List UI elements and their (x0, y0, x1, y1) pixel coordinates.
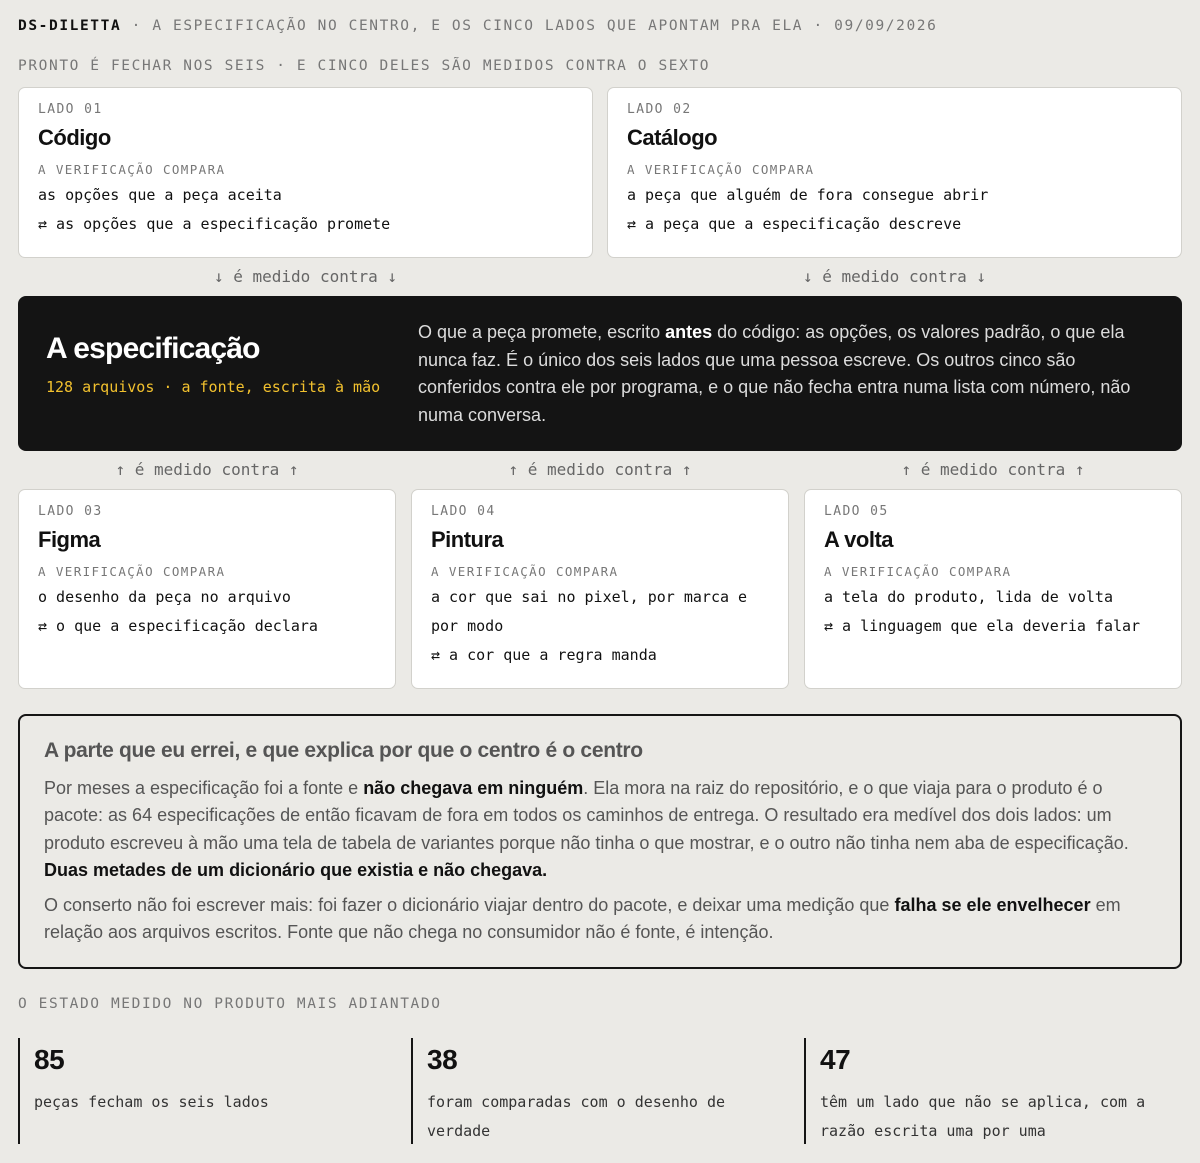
side-number: LADO 03 (38, 504, 103, 519)
note-text: O conserto não foi escrever mais: foi fazer o dicionário viajar dentro do pacote, e deixar uma medição que (44, 895, 895, 916)
stats-section-label: O ESTADO MEDIDO NO PRODUTO MAIS ADIANTADO (18, 996, 442, 1012)
note-text: . Ela mora na raiz do repositório, e o que viaja para o produto é o pacote: as 64 especificações de então ficavam de fora em todos os caminhos de entrega. O resultado era medível dos dois lados: um produto escreveu à mão uma tela de tabela de variantes porque não tinha o que mostrar, e o outro não tinha nem aba de especificação. (44, 778, 1129, 853)
side-number: LADO 04 (431, 504, 496, 519)
side-compare-text (824, 583, 1162, 641)
arrow-up-label: ↑ é medido contra ↑ (508, 460, 692, 479)
stat-value: 85 (34, 1044, 65, 1075)
compare-b: ⇄ a peça que a especificação descreve (627, 215, 962, 233)
side-compare-label: A VERIFICAÇÃO COMPARA (38, 162, 226, 177)
stat-item (411, 1038, 777, 1144)
desc-emphasis: antes (665, 322, 713, 342)
side-compare-label: A VERIFICAÇÃO COMPARA (824, 564, 1012, 579)
center-description (418, 319, 1158, 429)
side-number: LADO 01 (38, 102, 103, 117)
brand-name: DS-DILETTA (18, 18, 122, 34)
stat-description: têm um lado que não se aplica, com a razão escrita uma por uma (820, 1093, 1146, 1140)
stat-description: peças fecham os seis lados (34, 1093, 269, 1111)
compare-a: a tela do produto, lida de volta (824, 588, 1113, 606)
stat-value: 47 (820, 1044, 851, 1075)
side-title: A volta (824, 527, 894, 552)
side-compare-text (431, 583, 769, 670)
note-emphasis: não chegava em ninguém (363, 778, 584, 798)
header-separator: · (131, 18, 142, 34)
side-card-a-volta (804, 489, 1182, 689)
side-compare-text (38, 583, 376, 641)
header-date: 09/09/2026 (834, 18, 938, 34)
note-text: Por meses a especificação foi a fonte e (44, 778, 364, 798)
side-compare-text (627, 181, 1162, 239)
side-compare-label: A VERIFICAÇÃO COMPARA (431, 564, 619, 579)
desc-text: O que a peça promete, escrito (418, 322, 666, 342)
page-header (18, 18, 937, 34)
desc-text: do código: as opções, os valores padrão, o que ela nunca faz. É o único dos seis lados que uma pessoa escreve. Os outros cinco são conferidos contra ele por programa, e o que não fecha entra numa lista com número, não numa conversa. (418, 322, 1131, 425)
note-text: em relação aos arquivos escritos. Fonte que não chega no consumidor não é fonte, é intenção. (44, 895, 1121, 943)
arrow-down-label: ↓ é medido contra ↓ (213, 267, 398, 286)
side-card-figma (18, 489, 396, 689)
compare-a: as opções que a peça aceita (38, 186, 282, 204)
center-title: A especificação (46, 332, 260, 365)
side-compare-label: A VERIFICAÇÃO COMPARA (38, 564, 226, 579)
header-tagline: A ESPECIFICAÇÃO NO CENTRO, E OS CINCO LADOS QUE APONTAM PRA ELA (152, 18, 804, 34)
page-subheader: PRONTO É FECHAR NOS SEIS · E CINCO DELES SÃO MEDIDOS CONTRA O SEXTO (18, 58, 711, 74)
center-specification-panel (18, 296, 1182, 451)
side-card-codigo (18, 87, 593, 258)
compare-b: ⇄ as opções que a especificação promete (38, 215, 391, 233)
note-emphasis: Duas metades de um dicionário que existia e não chegava. (44, 859, 548, 880)
lesson-note-box (18, 714, 1182, 969)
stat-item (804, 1038, 1170, 1144)
compare-a: a peça que alguém de fora consegue abrir (627, 186, 989, 204)
side-title: Catálogo (627, 125, 718, 150)
side-compare-label: A VERIFICAÇÃO COMPARA (627, 162, 815, 177)
side-number: LADO 05 (824, 504, 889, 519)
center-meta: 128 arquivos · a fonte, escrita à mão (46, 378, 381, 396)
note-paragraph (44, 775, 1156, 884)
side-compare-text (38, 181, 573, 239)
note-title: A parte que eu errei, e que explica por que o centro é o centro (44, 739, 643, 762)
compare-b: ⇄ a cor que a regra manda (431, 646, 657, 664)
compare-b: ⇄ a linguagem que ela deveria falar (824, 617, 1141, 635)
side-title: Pintura (431, 527, 504, 552)
arrow-up-label: ↑ é medido contra ↑ (901, 460, 1085, 479)
arrow-down-label: ↓ é medido contra ↓ (802, 267, 987, 286)
note-paragraph (44, 892, 1156, 947)
compare-a: o desenho da peça no arquivo (38, 588, 291, 606)
compare-a: a cor que sai no pixel, por marca e por modo (431, 588, 748, 635)
side-card-catalogo (607, 87, 1182, 258)
side-title: Figma (38, 527, 101, 552)
side-card-pintura (411, 489, 789, 689)
side-number: LADO 02 (627, 102, 692, 117)
side-title: Código (38, 125, 111, 150)
arrow-up-label: ↑ é medido contra ↑ (115, 460, 299, 479)
stat-item (18, 1038, 384, 1144)
header-separator: · (813, 18, 824, 34)
compare-b: ⇄ o que a especificação declara (38, 617, 318, 635)
stat-value: 38 (427, 1044, 458, 1075)
stat-description: foram comparadas com o desenho de verdade (427, 1093, 726, 1140)
note-emphasis: falha se ele envelhecer (894, 895, 1091, 916)
